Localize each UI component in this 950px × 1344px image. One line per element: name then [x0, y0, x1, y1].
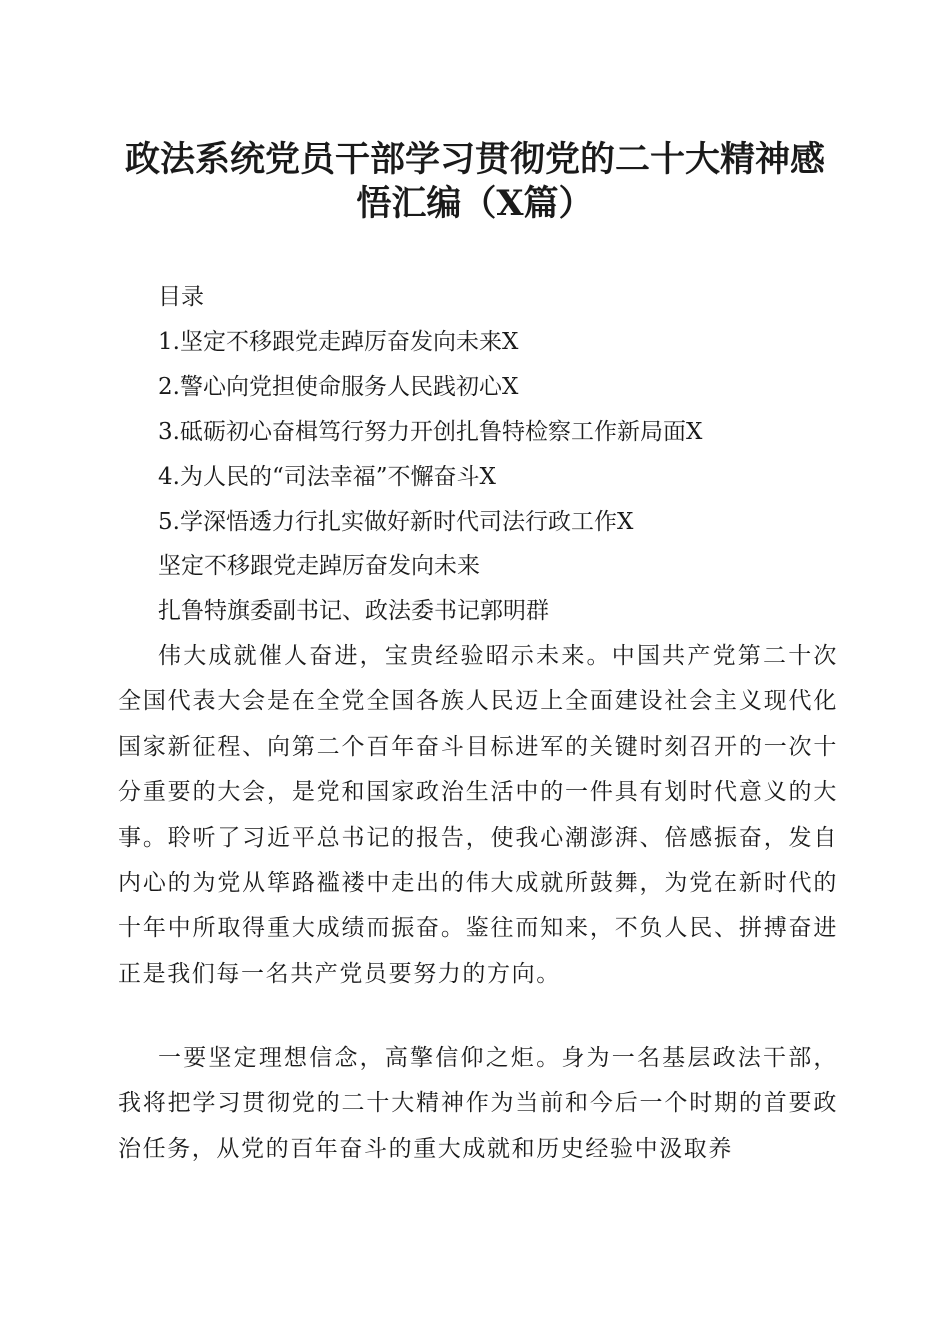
document-title-line-2: 悟汇编（X篇）: [356, 183, 594, 224]
toc-item-1: 1.坚定不移跟党走踔厉奋发向未来X: [158, 329, 519, 355]
document-title-line-1: 政法系统党员干部学习贯彻党的二十大精神感: [124, 139, 825, 180]
article-author: 扎鲁特旗委副书记、政法委书记郭明群: [158, 598, 549, 624]
body-paragraph-2: 一要坚定理想信念，高擎信仰之炬。身为一名基层政法干部，我将把学习贯彻党的二十大精神作为当前和今后一个时期的首要政治任务，从党的百年奋斗的重大成就和历史经验中汲取养: [118, 1045, 838, 1162]
body-paragraph-1: 伟大成就催人奋进，宝贵经验昭示未来。中国共产党第二十次全国代表大会是在全党全国各族人民迈上全面建设社会主义现代化国家新征程、向第二个百年奋斗目标进军的关键时刻召开的一次十分重要的大会，是党和国家政治生活中的一件具有划时代意义的大事。聆听了习近平总书记的报告，使我心潮澎湃、倍感振奋，发自内心的为党从筚路褴褛中走出的伟大成就所鼓舞，为党在新时代的十年中所取得重大成绩而振奋。鉴往而知来，不负人民、拼搏奋进正是我们每一名共产党员要努力的方向。: [118, 643, 838, 987]
toc-item-4: 4.为人民的“司法幸福”不懈奋斗X: [158, 464, 496, 490]
toc-item-2: 2.警心向党担使命服务人民践初心X: [158, 374, 519, 400]
article-title: 坚定不移跟党走踔厉奋发向未来: [158, 553, 480, 579]
toc-item-5: 5.学深悟透力行扎实做好新时代司法行政工作X: [158, 509, 634, 535]
toc-heading: 目录: [158, 284, 204, 310]
toc-item-3: 3.砥砺初心奋楫笃行努力开创扎鲁特检察工作新局面X: [158, 419, 703, 445]
